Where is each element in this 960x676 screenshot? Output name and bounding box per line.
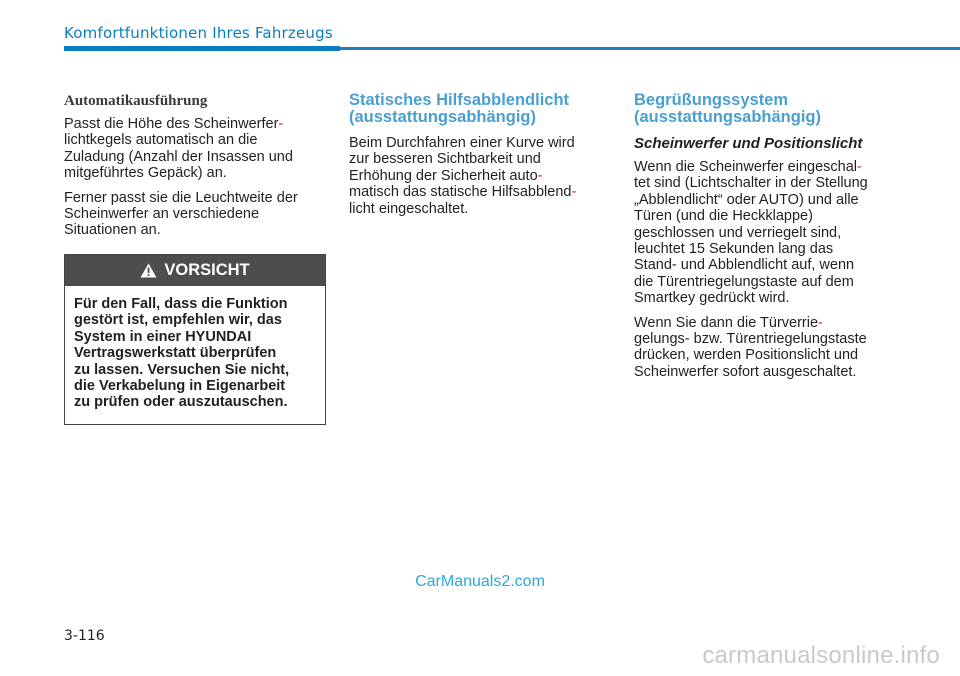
section-title: Komfortfunktionen Ihres Fahrzeugs xyxy=(64,24,333,42)
paragraph: Wenn Sie dann die Türverrie- gelungs- bzw. Türentriegelungstaste drücken, werden Positionslicht und Scheinwerfer sofort ausgeschaltet. xyxy=(634,314,867,380)
warning-triangle-icon xyxy=(140,263,157,278)
heading-statisches-hilfsabblendlicht: Statisches Hilfsabblendlicht (ausstattungsabhängig) xyxy=(349,91,570,126)
caution-text: Für den Fall, dass die Funktion gestört ist, empfehlen wir, das System in einer HYUNDAI Vertragswerkstatt überprüfen zu lassen. Versuchen Sie nicht, die Verkabelung in Eigenarbeit zu prüfen oder auszutauschen. xyxy=(74,296,290,411)
caution-header xyxy=(65,255,325,286)
paragraph: Beim Durchfahren einer Kurve wird zur besseren Sichtbarkeit und Erhöhung der Sicherheit auto- matisch das statische Hilfsabblend- licht eingeschaltet. xyxy=(349,135,577,217)
caution-box xyxy=(64,254,326,425)
column-2 xyxy=(349,92,611,225)
header-rule-accent xyxy=(64,46,340,51)
watermark-link[interactable]: CarManuals2.com xyxy=(415,573,545,590)
paragraph: Wenn die Scheinwerfer eingeschal- tet sind (Lichtschalter in der Stellung „Abblendlicht“ oder AUTO) und alle Türen (und die Heckklappe) geschlossen und verriegelt sind, leuchtet 15 Sekunden lang das Stand- und Abblendlicht auf, wenn die Türentriegelungstaste auf dem Smartkey gedrückt wird. xyxy=(634,159,868,307)
page-number: 3-116 xyxy=(64,628,105,644)
footer-site-watermark: carmanualsonline.info xyxy=(702,642,940,669)
column-1 xyxy=(64,92,326,247)
column-3 xyxy=(634,92,896,388)
heading-begruessungssystem: Begrüßungssystem (ausstattungsabhängig) xyxy=(634,91,822,126)
caution-title: VORSICHT xyxy=(164,261,250,279)
heading-automatikausfuehrung: Automatikausführung xyxy=(64,93,208,109)
subheading-scheinwerfer: Scheinwerfer und Positionslicht xyxy=(634,135,863,152)
paragraph: Ferner passt sie die Leuchtweite der Scheinwerfer an verschiedene Situationen an. xyxy=(64,189,298,239)
paragraph: Passt die Höhe des Scheinwerfer- lichtkegels automatisch an die Zuladung (Anzahl der Insassen und mitgeführtes Gepäck) an. xyxy=(64,116,293,182)
